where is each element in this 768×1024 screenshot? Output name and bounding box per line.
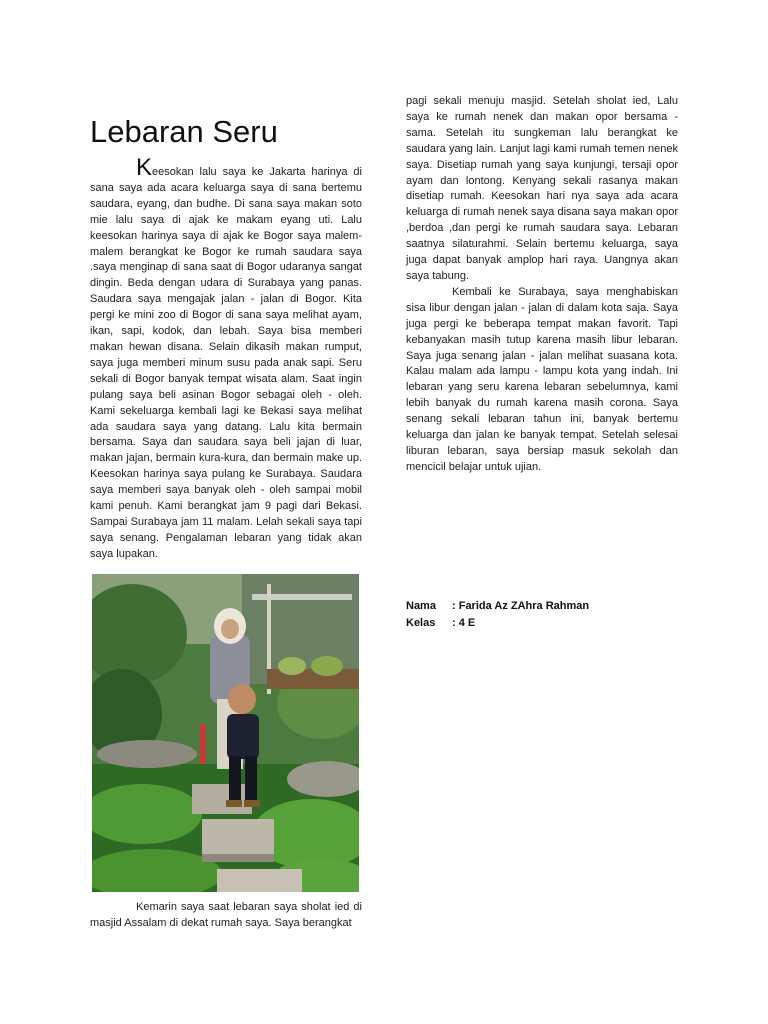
name-value: : Farida Az ZAhra Rahman: [452, 600, 590, 612]
class-row: [406, 615, 589, 632]
page-title: Lebaran Seru: [90, 114, 278, 149]
family-photo: [92, 574, 359, 892]
paragraph-1: [90, 154, 362, 563]
class-label: Kelas: [406, 616, 436, 629]
left-column: [90, 154, 362, 563]
class-value: : 4 E: [452, 616, 476, 629]
right-column: [406, 94, 678, 476]
paragraph-1-text: eesokan lalu saya ke Jakarta harinya di sana saya ada acara keluarga saya di sana bertemu saudara, eyang, dan budhe. Di sana saya makan soto mie lalu saya di ajak ke makam eyang uti. Lalu keesokan harinya saya di ajak ke Bogor saya malem-malem berangkat ke Bogor ke rumah saudara saya .saya menginap di sana saat di Bogor udaranya sangat dingin. Beda dengan udara di Surabaya yang panas. Saudara saya mengajak jalan - jalan di Bogor. Kita pergi ke mini zoo di Bogor di sana saya melihat ayam, ikan, sapi, kodok, dan lebah. Saya bisa memberi makan hewan disana. Selain dikasih makan rumput, saya juga memberi minum susu pada anak sapi. Seru sekali di Bogor banyak tempat wisata alam. Saat ingin pulang saya beli asinan Bogor sebagai oleh - oleh. Kami sekeluarga kembali lagi ke Bekasi saya melihat ada saudara saya yang datang. Lalu kita bermain bersama. Saya dan saudara saya beli jajan di luar, makan jajan, bermain kura-kura, dan bermain make up. Keesokan harinya saya pulang ke Surabaya. Saudara saya memberi saya banyak oleh - oleh sampai mobil kami penuh. Kami berangkat jam 9 pagi dari Bekasi. Sampai Surabaya jam 11 malam. Lelah sekali saya tapi saya senang. Pengalaman lebaran yang tidak akan saya lupakan.: [90, 166, 362, 560]
dropcap-letter: K: [136, 154, 153, 181]
photo-illustration: [92, 574, 359, 892]
caption-paragraph: Kemarin saya saat lebaran saya sholat ied di masjid Assalam di dekat rumah saya. Saya berangkat: [90, 901, 362, 929]
paragraph-continuation: pagi sekali menuju masjid. Setelah sholat ied, Lalu saya ke rumah nenek dan makan opor bersama - sama. Setelah itu sungkeman lalu berangkat ke saudara yang lain. Lanjut lagi kami rumah temen nenek saya. Disetiap rumah yang saya kunjungi, tersaji opor ayam dan lontong. Kenyang sekali rasanya makan disetiap rumah. Keesokan hari nya saya ada acara keluarga di rumah nenek saya disana saya makan opor ,berdoa ,dan pergi ke rumah saudara saya. Lebaran saatnya silaturahmi. Selain bertemu keluarga, saya juga dapat banyak amplop hari raya. Uangnya akan saya tabung.: [406, 95, 678, 282]
caption-paragraph-box: [90, 900, 362, 932]
name-row: [406, 598, 589, 615]
signature-block: [406, 598, 589, 631]
paragraph-2: Kembali ke Surabaya, saya menghabiskan sisa libur dengan jalan - jalan di dalam kota saja. Saya juga pergi ke beberapa tempat makan favorit. Tapi kebanyakan masih tutup karena masih libur lebaran. Saya juga senang jalan - jalan melihat suasana kota. Kalau malam ada lampu - lampu kota yang indah. Ini lebaran yang seru karena lebaran sebelumnya, kami lebih banyak du rumah karena masih corona. Saya senang sekali lebaran tahun ini, banyak bertemu keluarga dan jalan ke banyak tempat. Setelah selesai liburan lebaran, saya bersiap masuk sekolah dan mencicil belajar untuk ujian.: [406, 285, 678, 473]
name-label: Nama: [406, 600, 436, 612]
